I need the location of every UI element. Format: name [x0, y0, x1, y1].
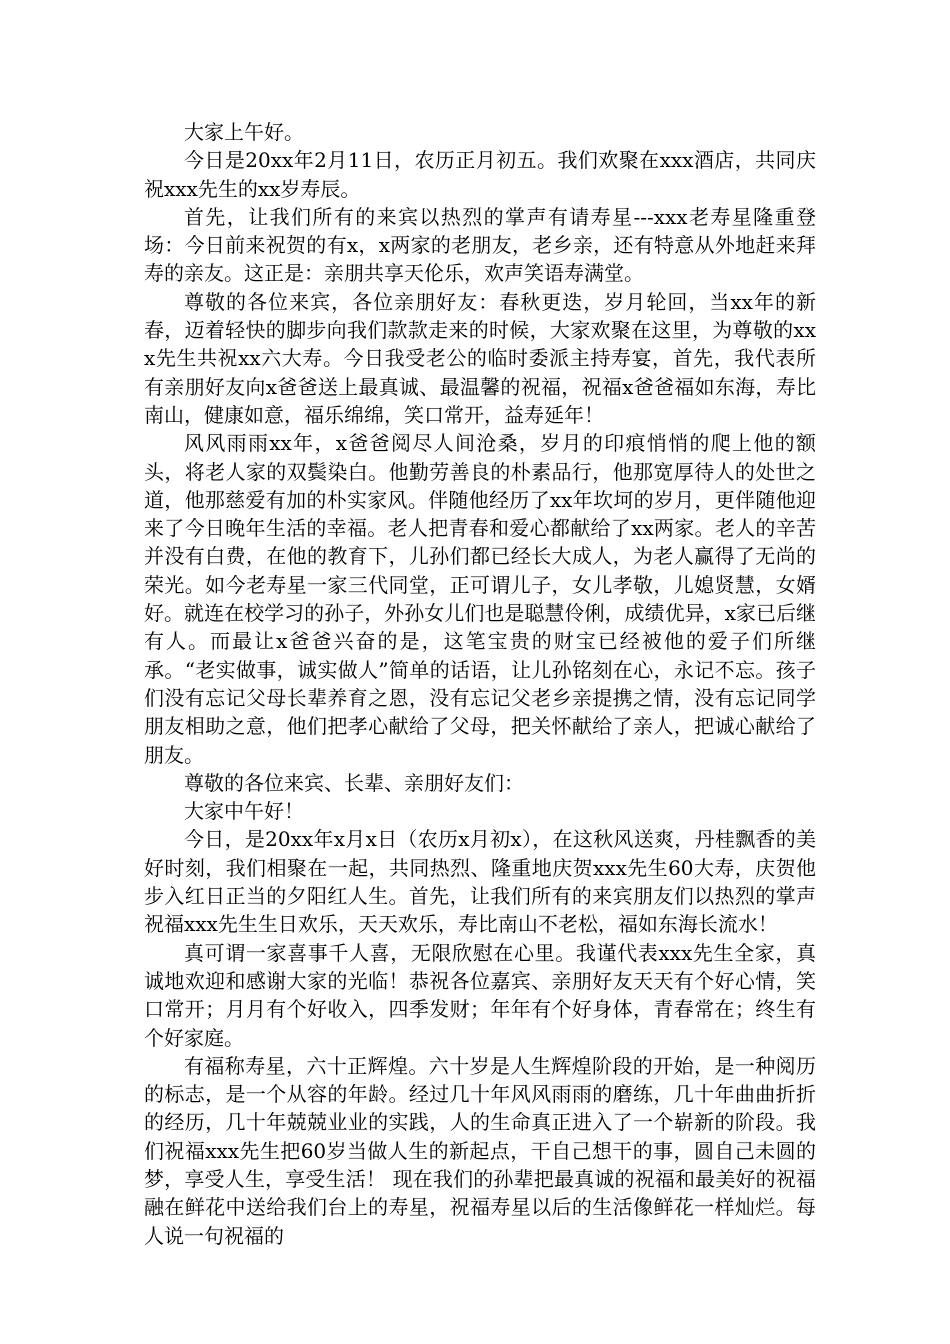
paragraph-welcome-star: 首先，让我们所有的来宾以热烈的掌声有请寿星---xxx老寿星隆重登场：今日前来祝贺的有x，x两家的老朋友，老乡亲，还有特意从外地赶来拜寿的亲友。这正是：亲朋共享天伦乐，欢声笑语寿满堂。: [144, 204, 816, 286]
paragraph-salutation: 尊敬的各位来宾、长辈、亲朋好友们：: [184, 770, 524, 795]
paragraph-family-thanks: 真可谓一家喜事千人喜，无限欣慰在心里。我谨代表xxx先生全家，真诚地欢迎和感谢大家的光临！恭祝各位嘉宾、亲朋好友天天有个好心情，笑口常开；月月有个好收入，四季发财；年年有个好身体，青春常在；终生有个好家庭。: [144, 940, 816, 1050]
paragraph-honored-guests: 尊敬的各位来宾，各位亲朋好友：春秋更迭，岁月轮回，当xx年的新春，迈着轻快的脚步向我们款款走来的时候，大家欢聚在这里，为尊敬的xxx先生共祝xx六大寿。今日我受老公的临时委派主持寿宴，首先，我代表所有亲朋好友向x爸爸送上最真诚、最温馨的祝福，祝福x爸爸福如东海，寿比南山，健康如意，福乐绵绵，笑口常开，益寿延年！: [144, 289, 816, 427]
paragraph-greeting-noon: 大家中午好！: [184, 799, 304, 824]
paragraph-life-story: 风风雨雨xx年，x爸爸阅尽人间沧桑，岁月的印痕悄悄的爬上他的额头，将老人家的双鬓染白。他勤劳善良的朴素品行，他那宽厚待人的处世之道，他那慈爱有加的朴实家风。伴随他经历了xx年坎坷的岁月，更伴随他迎来了今日晚年生活的幸福。老人把青春和爱心都献给了xx两家。老人的辛苦并没有白费，在他的教育下，儿孙们都已经长大成人，为老人赢得了无尚的荣光。如今老寿星一家三代同堂，正可谓儿子，女儿孝敬，儿媳贤慧，女婿好。就连在校学习的孙子，外孙女儿们也是聪慧伶俐，成绩优异，x家已后继有人。而最让x爸爸兴奋的是，这笔宝贵的财宝已经被他的爱子们所继承。“老实做事，诚实做人”简单的话语，让儿孙铭刻在心，永记不忘。孩子们没有忘记父母长辈养育之恩，没有忘记父老乡亲提携之情，没有忘记同学朋友相助之意，他们把孝心献给了父母，把关怀献给了亲人，把诚心献给了朋友。: [144, 431, 816, 767]
paragraph-celebration-date: 今日，是20xx年x月x日（农历x月初x），在这秋风送爽，丹桂飘香的美好时刻，我们相聚在一起，共同热烈、隆重地庆贺xxx先生60大寿，庆贺他步入红日正当的夕阳红人生。首先，让我们所有的来宾朋友们以热烈的掌声祝福xxx先生生日欢乐，天天欢乐，寿比南山不老松，福如东海长流水！: [144, 827, 816, 937]
paragraph-date-intro: 今日是20xx年2月11日，农历正月初五。我们欢聚在xxx酒店，共同庆祝xxx先生的xx岁寿辰。: [144, 148, 816, 201]
document-page: [144, 118, 816, 1250]
paragraph-greeting-morning: 大家上午好。: [184, 120, 304, 144]
paragraph-sixty-years: 有福称寿星，六十正辉煌。六十岁是人生辉煌阶段的开始，是一种阅历的标志，是一个从容的年龄。经过几十年风风雨雨的磨练，几十年曲曲折折的经历，几十年兢兢业业的实践，人的生命真正进入了一个崭新的阶段。我们祝福xxx先生把60岁当做人生的新起点，干自己想干的事，圆自己未圆的梦，享受人生，享受生活！ 现在我们的孙辈把最真诚的祝福和最美好的祝福融在鲜花中送给我们台上的寿星，祝福寿星以后的生活像鲜花一样灿烂。每人说一句祝福的: [144, 1053, 816, 1248]
